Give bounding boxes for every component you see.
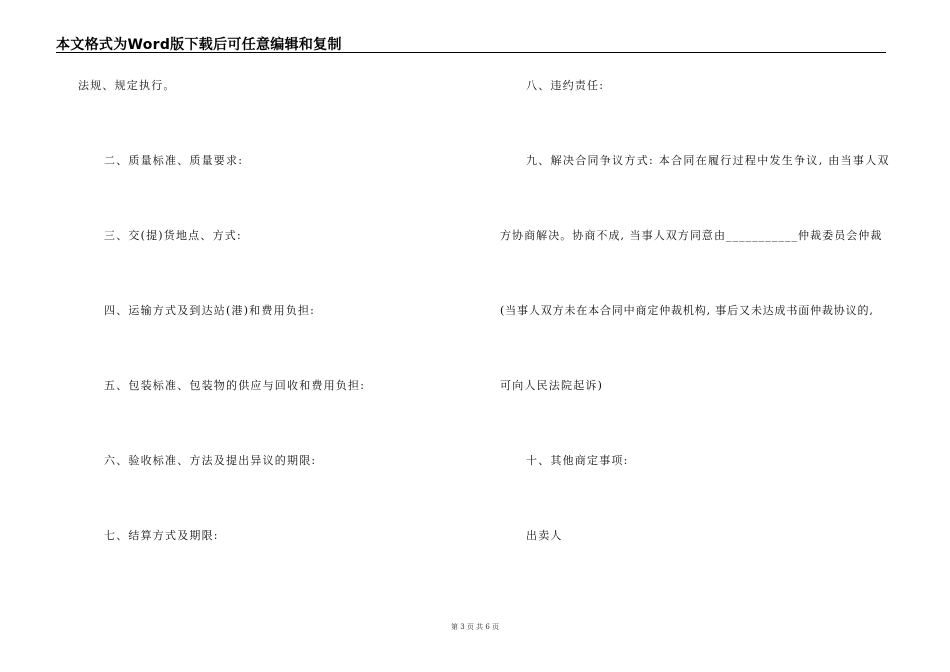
page-number-footer: 第 3 页 共 6 页 — [450, 623, 500, 631]
header-divider — [56, 52, 886, 53]
right-line-3: 方协商解决。协商不成, 当事人双方同意由___________仲裁委员会仲裁 — [500, 229, 883, 242]
left-line-5: 五、包装标准、包装物的供应与回收和费用负担: — [104, 379, 366, 392]
right-line-6: 十、其他商定事项: — [526, 454, 629, 467]
left-line-3: 三、交(提)货地点、方式: — [104, 229, 242, 242]
right-line-7: 出卖人 — [526, 529, 563, 542]
left-line-2: 二、质量标准、质量要求: — [104, 154, 244, 167]
left-line-7: 七、结算方式及期限: — [104, 529, 219, 542]
right-line-5: 可向人民法院起诉) — [500, 379, 604, 392]
right-line-4: (当事人双方未在本合同中商定仲裁机构, 事后又未达成书面仲裁协议的, — [500, 304, 874, 317]
left-line-6: 六、验收标准、方法及提出异议的期限: — [104, 454, 317, 467]
document-header-title: 本文格式为Word版下载后可任意编辑和复制 — [56, 37, 342, 53]
right-line-1: 八、违约责任: — [526, 79, 605, 92]
right-line-2: 九、解决合同争议方式: 本合同在履行过程中发生争议, 由当事人双 — [526, 154, 890, 167]
left-line-4: 四、运输方式及到达站(港)和费用负担: — [104, 304, 316, 317]
left-line-1: 法规、规定执行。 — [78, 79, 176, 92]
